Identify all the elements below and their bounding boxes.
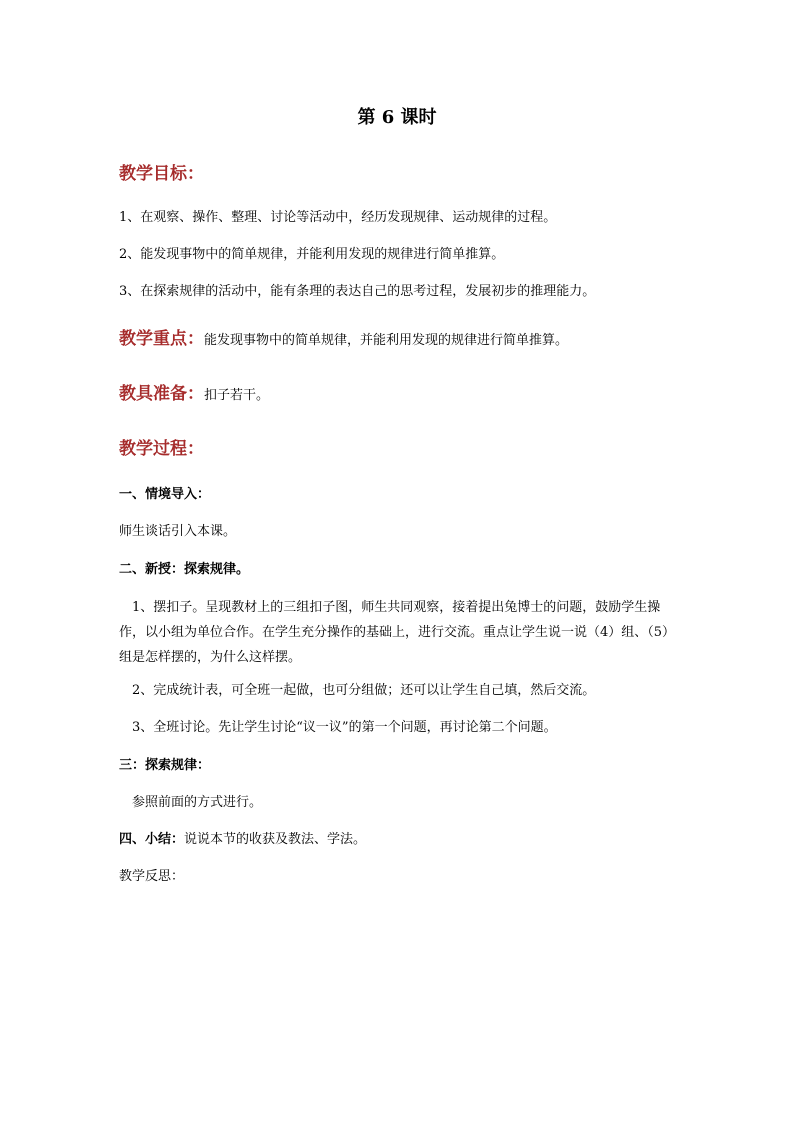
section4-text: 说说本节的收获及教法、学法。 (184, 832, 367, 847)
section1-text: 师生谈话引入本课。 (119, 524, 237, 539)
lesson-title: 第 6 课时 (357, 107, 437, 128)
section4-line (119, 831, 366, 849)
materials-line (119, 382, 269, 408)
section1-heading: 一、情境导入： (119, 487, 211, 502)
section3-text: 参照前面的方式进行。 (132, 795, 263, 810)
process-heading: 教学过程： (119, 439, 204, 459)
section2-heading: 二、新授：探索规律。 (119, 562, 250, 577)
key-point-heading: 教学重点： (119, 329, 204, 349)
goal-item-2: 2、能发现事物中的简单规律，并能利用发现的规律进行简单推算。 (119, 247, 505, 262)
section2-item-1: 1、摆扣子。呈现教材上的三组扣子图，师生共同观察，接着提出兔博士的问题，鼓励学生操作，以小组为单位合作。在学生充分操作的基础上，进行交流。重点让学生说一说（4）组、（5）组是怎样摆的，为什么这样摆。 (119, 600, 676, 665)
reflection-label: 教学反思： (119, 869, 185, 884)
materials-text: 扣子若干。 (204, 388, 270, 403)
goals-heading-line (119, 162, 204, 188)
section2-item-3: 3、全班讨论。先让学生讨论“议一议”的第一个问题，再讨论第二个问题。 (132, 720, 557, 735)
key-point-text: 能发现事物中的简单规律，并能利用发现的规律进行简单推算。 (204, 333, 569, 348)
section2-item-2: 2、完成统计表，可全班一起做，也可分组做；还可以让学生自己填，然后交流。 (132, 683, 596, 698)
goal-item-1: 1、在观察、操作、整理、讨论等活动中，经历发现规律、运动规律的过程。 (119, 210, 557, 225)
section4-heading: 四、小结： (119, 832, 185, 847)
key-point-line (119, 327, 568, 353)
process-heading-line (119, 437, 204, 463)
goals-heading: 教学目标： (119, 164, 204, 184)
materials-heading: 教具准备： (119, 384, 204, 404)
section3-heading: 三：探索规律： (119, 758, 211, 773)
goal-item-3: 3、在探索规律的活动中，能有条理的表达自己的思考过程，发展初步的推理能力。 (119, 284, 596, 299)
